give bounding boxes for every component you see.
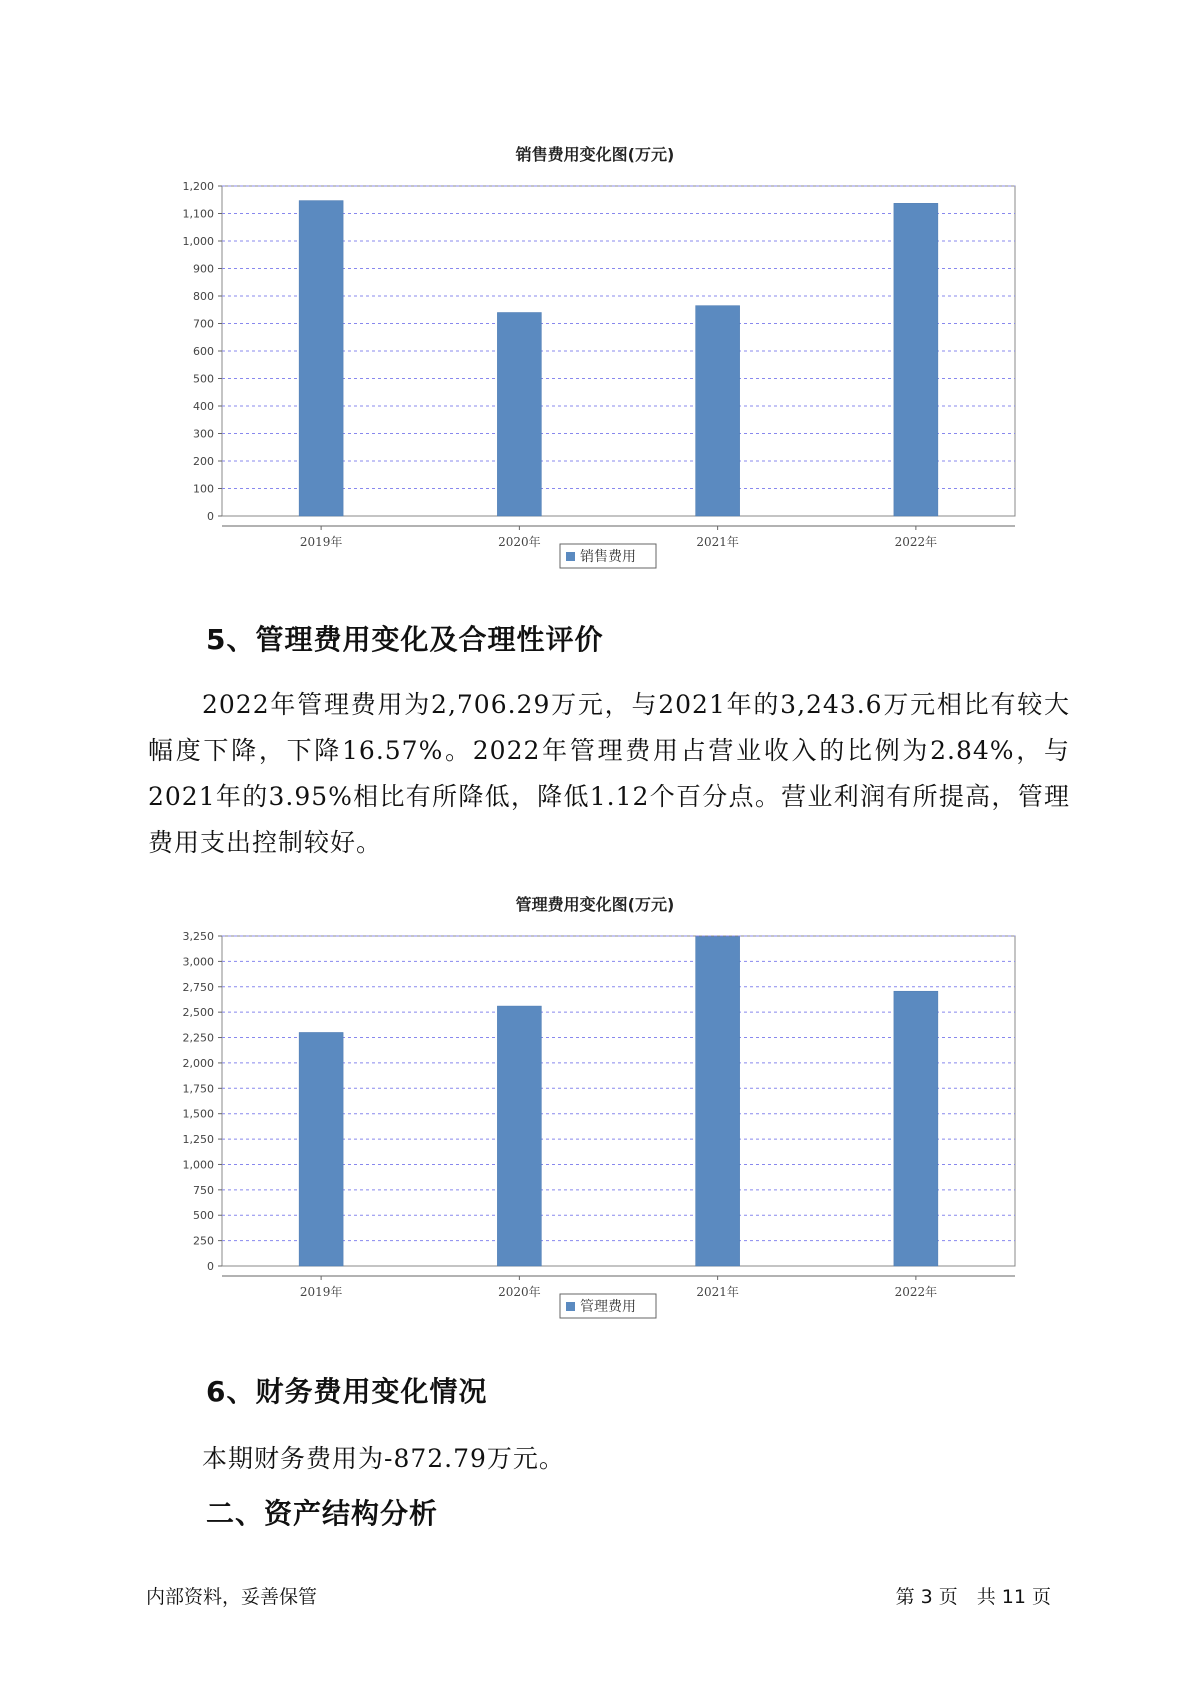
legend-label: 管理费用 xyxy=(580,1299,636,1315)
y-tick-label: 600 xyxy=(193,345,214,358)
x-tick-label: 2022年 xyxy=(894,535,938,549)
y-tick-label: 2,750 xyxy=(182,980,214,994)
y-tick-label: 2,000 xyxy=(182,1056,214,1070)
x-tick-label: 2020年 xyxy=(498,1285,541,1299)
section-6-paragraph: 本期财务费用为-872.79万元。 xyxy=(202,1444,565,1473)
y-tick-label: 500 xyxy=(193,372,214,386)
chart-title: 销售费用变化图(万元) xyxy=(515,145,675,164)
y-tick-label: 1,100 xyxy=(182,207,214,221)
y-tick-label: 200 xyxy=(193,455,214,468)
section-5-text: 2022年管理费用为2,706.29万元，与2021年的3,243.6万元相比有较大幅度下降，下降16.57%。2022年管理费用占营业收入的比例为2.84%，与2021年的3.95%相比有所降低，降低1.12个百分点。营业利润有所提高，管理费用支出控制较好。 xyxy=(148,690,1070,857)
legend-label: 销售费用 xyxy=(580,549,636,565)
legend-swatch xyxy=(566,552,575,561)
y-tick-label: 300 xyxy=(193,427,214,441)
sales-expense-chart xyxy=(0,130,1191,600)
y-tick-label: 900 xyxy=(193,262,214,276)
admin-expense-chart xyxy=(0,880,1191,1350)
y-tick-label: 700 xyxy=(193,317,214,331)
x-tick-label: 2021年 xyxy=(696,1285,739,1299)
y-tick-label: 3,000 xyxy=(182,955,214,969)
y-tick-label: 100 xyxy=(193,482,214,496)
bar-2020年 xyxy=(497,313,541,517)
y-tick-label: 2,500 xyxy=(182,1006,214,1020)
y-tick-label: 400 xyxy=(193,400,214,413)
x-tick-label: 2020年 xyxy=(498,535,541,549)
footer-page-number: 第 3 页 共 11 页 xyxy=(895,1586,1051,1608)
x-tick-label: 2019年 xyxy=(299,1285,343,1299)
bar-2021年 xyxy=(696,937,740,1266)
y-tick-label: 1,000 xyxy=(182,235,214,248)
x-tick-label: 2019年 xyxy=(299,535,343,549)
y-tick-label: 1,750 xyxy=(182,1082,214,1096)
footer-confidential: 内部资料，妥善保管 xyxy=(146,1586,318,1608)
y-tick-label: 500 xyxy=(193,1209,214,1223)
x-tick-label: 2022年 xyxy=(894,1285,938,1299)
chart-title: 管理费用变化图(万元) xyxy=(515,895,675,914)
y-tick-label: 2,250 xyxy=(182,1031,214,1045)
y-tick-label: 750 xyxy=(193,1183,214,1197)
y-tick-label: 1,500 xyxy=(182,1107,214,1121)
y-tick-label: 3,250 xyxy=(182,930,214,943)
y-tick-label: 0 xyxy=(207,510,214,523)
bar-2022年 xyxy=(894,203,938,516)
section-2-heading: 二、资产结构分析 xyxy=(206,1497,439,1530)
y-tick-label: 1,000 xyxy=(182,1158,214,1172)
sales-expense-chart-svg xyxy=(0,130,1191,600)
section-5-heading: 5、管理费用变化及合理性评价 xyxy=(206,623,604,656)
section-5-paragraph xyxy=(148,682,1070,866)
section-6-heading: 6、财务费用变化情况 xyxy=(206,1375,488,1408)
y-tick-label: 250 xyxy=(193,1234,214,1248)
y-tick-label: 1,250 xyxy=(182,1133,214,1147)
legend-swatch xyxy=(566,1302,575,1311)
bar-2022年 xyxy=(894,991,938,1266)
y-tick-label: 1,200 xyxy=(182,180,214,193)
bar-2019年 xyxy=(299,1032,343,1266)
admin-expense-chart-svg xyxy=(0,880,1191,1350)
y-tick-label: 800 xyxy=(193,290,214,303)
bar-2021年 xyxy=(696,306,740,516)
bar-2019年 xyxy=(299,201,343,516)
x-tick-label: 2021年 xyxy=(696,535,739,549)
bar-2020年 xyxy=(497,1006,541,1266)
y-tick-label: 0 xyxy=(207,1260,214,1273)
